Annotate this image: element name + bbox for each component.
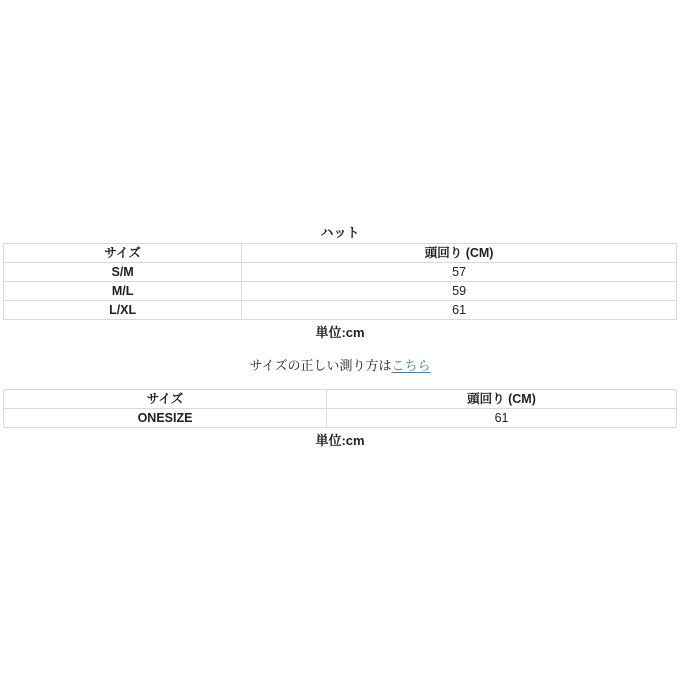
- table-row: [4, 301, 677, 320]
- unit-note: 単位:cm: [315, 433, 365, 448]
- value-cell: 59: [242, 282, 677, 301]
- unit-note: 単位:cm: [315, 325, 365, 340]
- size-column-header: サイズ: [4, 244, 242, 263]
- hat-table-header-row: [4, 244, 677, 263]
- hat-size-table: [3, 243, 677, 320]
- onesize-table: [3, 389, 677, 428]
- size-cell: M/L: [4, 282, 242, 301]
- measure-guide-link[interactable]: こちら: [391, 358, 431, 373]
- table-row: [4, 263, 677, 282]
- measure-guide-line: [0, 358, 680, 374]
- circumference-column-header: 頭回り (CM): [242, 244, 677, 263]
- size-cell: L/XL: [4, 301, 242, 320]
- value-cell: 57: [242, 263, 677, 282]
- size-column-header: サイズ: [4, 390, 327, 409]
- value-cell: 61: [327, 409, 677, 428]
- onesize-table-header-row: [4, 390, 677, 409]
- measure-guide-text: サイズの正しい測り方は: [249, 358, 392, 373]
- hat-section-title: ハット: [320, 225, 360, 240]
- table-row: [4, 409, 677, 428]
- size-cell: ONESIZE: [4, 409, 327, 428]
- table-row: [4, 282, 677, 301]
- value-cell: 61: [242, 301, 677, 320]
- circumference-column-header: 頭回り (CM): [327, 390, 677, 409]
- size-cell: S/M: [4, 263, 242, 282]
